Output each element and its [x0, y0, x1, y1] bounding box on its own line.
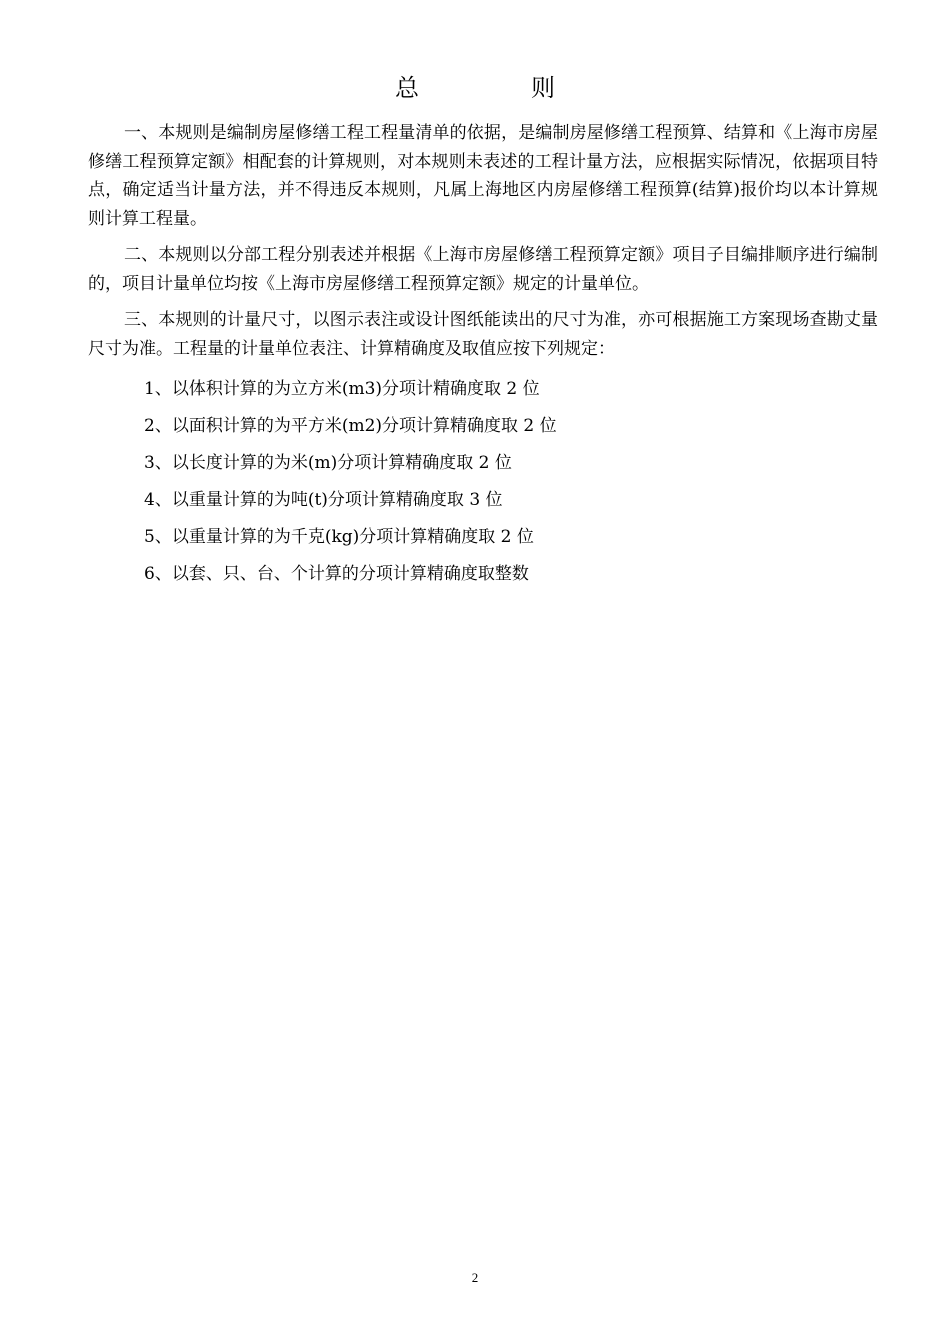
rules-list — [88, 371, 878, 593]
list-item: 4、以重量计算的为吨(t)分项计算精确度取 3 位 — [144, 490, 503, 510]
document-body — [88, 119, 878, 593]
page-number: 2 — [471, 1270, 479, 1285]
paragraph-1: 一、本规则是编制房屋修缮工程工程量清单的依据，是编制房屋修缮工程预算、结算和《上海市房屋修缮工程预算定额》相配套的计算规则，对本规则未表述的工程计量方法，应根据实际情况，依据项目特点，确定适当计量方法，并不得违反本规则，凡属上海地区内房屋修缮工程预算(结算)报价均以本计算规则计算工程量。 — [88, 123, 878, 229]
list-item: 3、以长度计算的为米(m)分项计算精确度取 2 位 — [144, 453, 512, 473]
list-item: 1、以体积计算的为立方米(m3)分项计精确度取 2 位 — [144, 379, 540, 399]
list-item: 6、以套、只、台、个计算的分项计算精确度取整数 — [144, 564, 529, 584]
page-title: 总 则 — [395, 74, 599, 102]
list-item: 2、以面积计算的为平方米(m2)分项计算精确度取 2 位 — [144, 416, 557, 436]
paragraph-2: 二、本规则以分部工程分别表述并根据《上海市房屋修缮工程预算定额》项目子目编排顺序进行编制的，项目计量单位均按《上海市房屋修缮工程预算定额》规定的计量单位。 — [88, 245, 878, 294]
list-item: 5、以重量计算的为千克(kg)分项计算精确度取 2 位 — [144, 527, 534, 547]
paragraph-3: 三、本规则的计量尺寸，以图示表注或设计图纸能读出的尺寸为准，亦可根据施工方案现场查勘丈量尺寸为准。工程量的计量单位表注、计算精确度及取值应按下列规定： — [88, 310, 878, 359]
